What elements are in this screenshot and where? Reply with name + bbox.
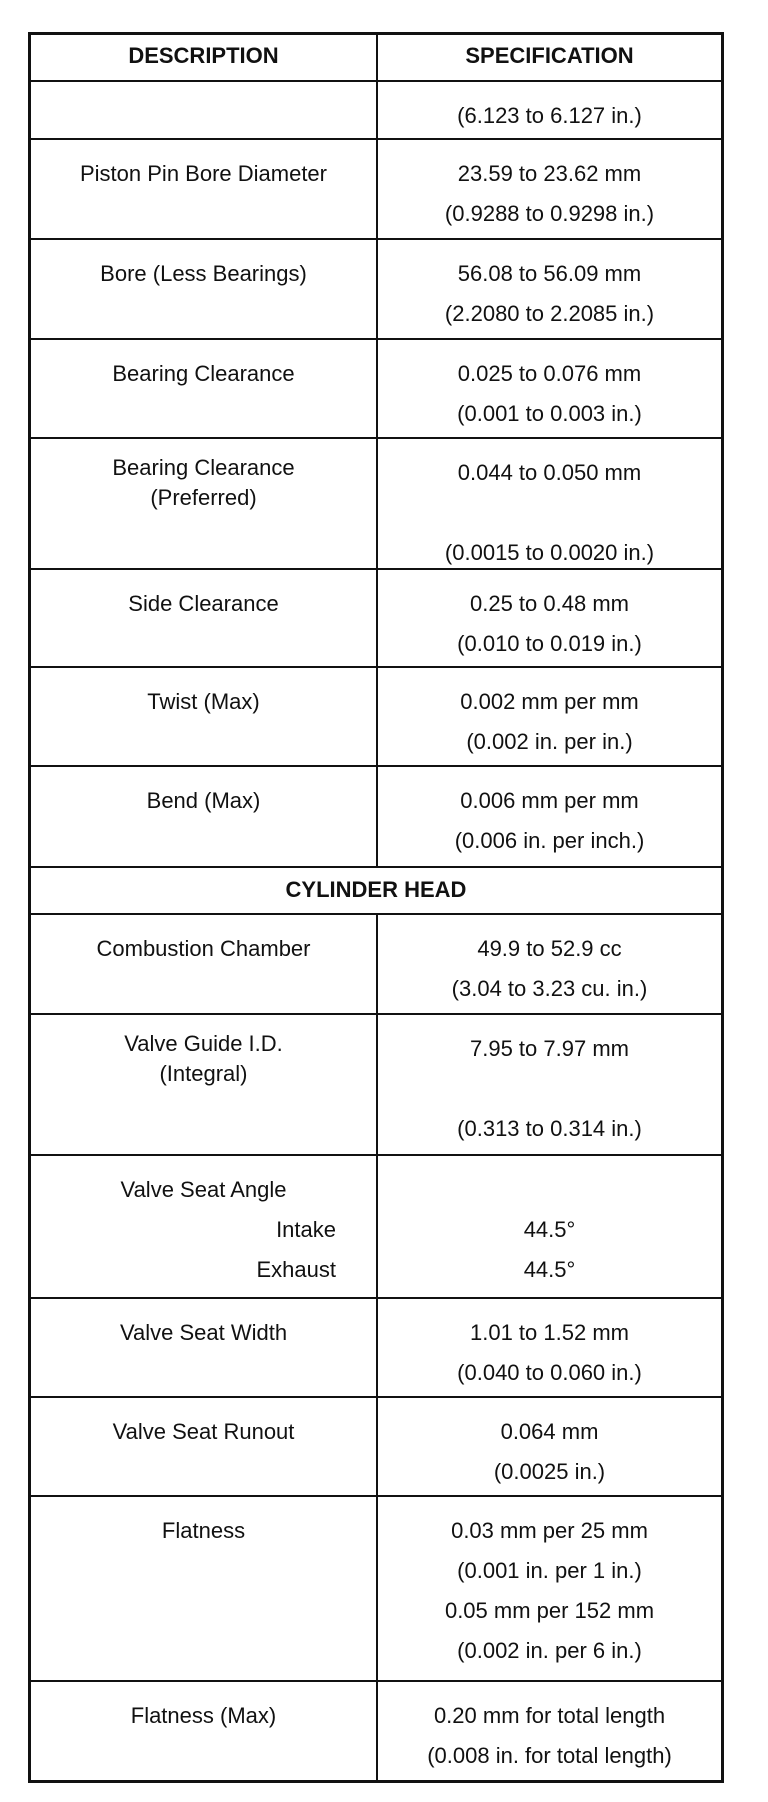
- specification-line: 0.05 mm per 152 mm: [444, 1598, 655, 1623]
- description-cell: [31, 82, 378, 138]
- table-row: [31, 138, 721, 238]
- description-line: Bend (Max): [146, 788, 261, 813]
- specification-cell: [378, 1398, 721, 1495]
- specification-cell: [378, 240, 721, 338]
- specification-line: [378, 493, 721, 533]
- table-row: [31, 568, 721, 666]
- description-line: Valve Seat Angle: [120, 1177, 287, 1202]
- specification-cell: [378, 140, 721, 238]
- specification-table: [28, 32, 724, 1783]
- description-line: Side Clearance: [128, 591, 279, 616]
- specification-line: (0.008 in. for total length): [427, 1743, 672, 1768]
- specification-line: (3.04 to 3.23 cu. in.): [451, 976, 648, 1001]
- description-line: Valve Guide I.D.: [124, 1031, 283, 1056]
- description-line: Bearing Clearance: [112, 361, 295, 386]
- specification-cell: [378, 340, 721, 437]
- specification-line: 0.03 mm per 25 mm: [451, 1518, 648, 1543]
- description-cell: [31, 1015, 378, 1154]
- specification-cell: [378, 668, 721, 765]
- table-row: [31, 1154, 721, 1297]
- description-cell: [31, 1398, 378, 1495]
- description-line: Valve Seat Width: [119, 1320, 288, 1345]
- specification-line: (0.0015 to 0.0020 in.): [444, 540, 655, 565]
- specification-cell: [378, 1156, 721, 1297]
- description-cell: [31, 140, 378, 238]
- description-line: Valve Seat Runout: [112, 1419, 295, 1444]
- specification-line: 49.9 to 52.9 cc: [477, 936, 622, 961]
- description-line: Flatness (Max): [130, 1703, 277, 1728]
- description-cell: [31, 1682, 378, 1780]
- specification-line: 44.5°: [523, 1257, 576, 1282]
- specification-cell: [378, 1299, 721, 1396]
- specification-line: 0.064 mm: [500, 1419, 599, 1444]
- table-row: [31, 437, 721, 568]
- specification-line: (0.006 in. per inch.): [454, 828, 645, 853]
- description-cell: [31, 767, 378, 866]
- description-line: (Integral): [159, 1061, 248, 1086]
- description-line: Flatness: [161, 1518, 246, 1543]
- specification-line: (2.2080 to 2.2085 in.): [444, 301, 655, 326]
- specification-line: (0.001 in. per 1 in.): [457, 1558, 642, 1583]
- description-line: Piston Pin Bore Diameter: [80, 161, 327, 186]
- specification-cell: [378, 570, 721, 666]
- specification-cell: [378, 1497, 721, 1680]
- specification-line: 0.002 mm per mm: [460, 689, 639, 714]
- description-line: Bore (Less Bearings): [100, 261, 307, 286]
- description-line: Combustion Chamber: [96, 936, 311, 961]
- description-cell: [31, 668, 378, 765]
- specification-line: (6.123 to 6.127 in.): [457, 103, 642, 128]
- specification-cell: [378, 1682, 721, 1780]
- description-cell: [31, 240, 378, 338]
- section-header-row: [31, 866, 721, 913]
- description-cell: [31, 570, 378, 666]
- table-row: [31, 1680, 721, 1780]
- specification-cell: [378, 1015, 721, 1154]
- specification-line: (0.002 in. per in.): [466, 729, 633, 754]
- section-title: CYLINDER HEAD: [285, 877, 467, 902]
- description-cell: [31, 1156, 378, 1297]
- description-cell: [31, 915, 378, 1013]
- specification-cell: [378, 439, 721, 568]
- specification-cell: [378, 767, 721, 866]
- specification-line: 0.20 mm for total length: [433, 1703, 666, 1728]
- specification-line: 0.044 to 0.050 mm: [457, 460, 642, 485]
- table-row: [31, 1297, 721, 1396]
- table-header: [31, 35, 721, 80]
- table-row: [31, 238, 721, 338]
- specification-line: (0.313 to 0.314 in.): [457, 1116, 642, 1141]
- specification-line: 44.5°: [523, 1217, 576, 1242]
- table-row: [31, 666, 721, 765]
- specification-line: (0.001 to 0.003 in.): [457, 401, 642, 426]
- description-line: Twist (Max): [147, 689, 260, 714]
- description-cell: [31, 340, 378, 437]
- specification-line: (0.9288 to 0.9298 in.): [444, 201, 655, 226]
- specification-line: 56.08 to 56.09 mm: [457, 261, 642, 286]
- specification-line: (0.0025 in.): [493, 1459, 606, 1484]
- table-row: [31, 913, 721, 1013]
- specification-line: (0.040 to 0.060 in.): [457, 1360, 642, 1385]
- table-row: [31, 765, 721, 866]
- specification-line: 0.25 to 0.48 mm: [470, 591, 629, 616]
- table-row: [31, 80, 721, 138]
- specification-cell: [378, 82, 721, 138]
- specification-line: 0.025 to 0.076 mm: [457, 361, 642, 386]
- specification-line: 7.95 to 7.97 mm: [470, 1036, 629, 1061]
- table-row: [31, 338, 721, 437]
- table-row: [31, 1495, 721, 1680]
- table-row: [31, 1013, 721, 1154]
- description-cell: [31, 439, 378, 568]
- specification-line: [378, 1170, 721, 1210]
- description-line: Exhaust: [256, 1257, 336, 1282]
- specification-cell: [378, 915, 721, 1013]
- description-line: Intake: [276, 1217, 336, 1242]
- table-row: [31, 1396, 721, 1495]
- specification-line: 23.59 to 23.62 mm: [457, 161, 642, 186]
- header-description: DESCRIPTION: [31, 35, 378, 80]
- description-cell: [31, 1497, 378, 1680]
- specification-line: [378, 1069, 721, 1109]
- description-line: (Preferred): [150, 485, 257, 510]
- specification-line: 0.006 mm per mm: [460, 788, 639, 813]
- specification-line: 1.01 to 1.52 mm: [470, 1320, 629, 1345]
- specification-line: (0.010 to 0.019 in.): [457, 631, 642, 656]
- specification-line: (0.002 in. per 6 in.): [457, 1638, 642, 1663]
- header-specification: SPECIFICATION: [465, 43, 634, 68]
- description-line: Bearing Clearance: [112, 455, 295, 480]
- description-cell: [31, 1299, 378, 1396]
